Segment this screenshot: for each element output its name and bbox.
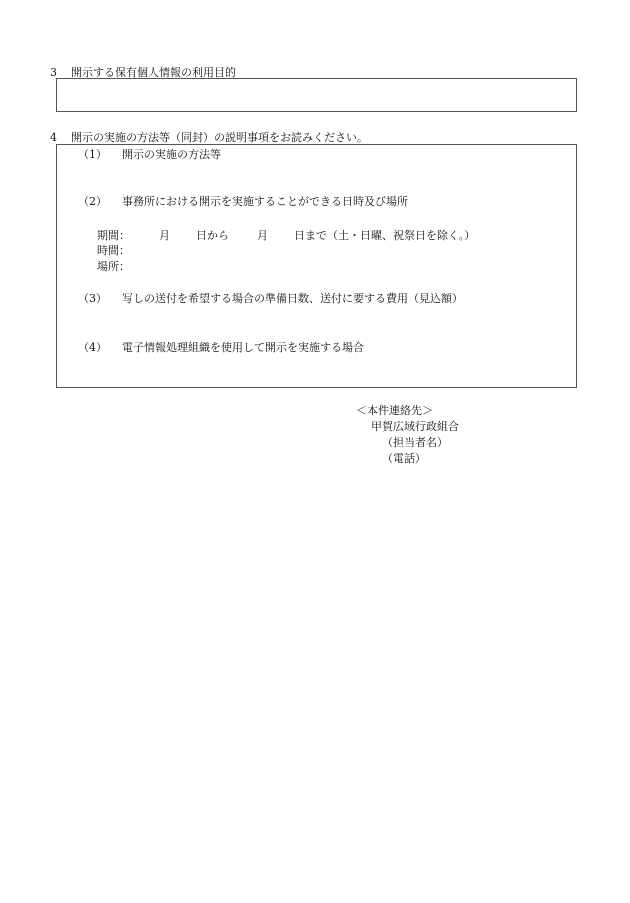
contact-heading: ＜本件連絡先＞ [356,404,433,417]
time-label: 時間： [97,244,130,257]
period-label: 期間： [97,229,130,242]
contact-person: （担当者名） [382,436,448,449]
period-day-from: 日から [196,229,229,242]
item3-number: （3） [78,292,107,305]
item2-label: 事務所における開示を実施することができる日時及び場所 [122,195,408,208]
section3-number: 3 [50,66,57,79]
place-label: 場所： [97,260,130,273]
contact-organization: 甲賀広域行政組合 [371,420,459,433]
item3-label: 写しの送付を希望する場合の準備日数、送付に要する費用（見込額） [122,292,463,305]
period-month-1: 月 [159,229,170,242]
section3-title: 開示する保有個人情報の利用目的 [71,66,236,79]
item1-label: 開示の実施の方法等 [122,148,221,161]
item1-number: （1） [78,148,107,161]
item4-label: 電子情報処理組織を使用して開示を実施する場合 [122,341,364,354]
item4-number: （4） [78,341,107,354]
section4-number: 4 [50,131,57,144]
section3-purpose-box [56,78,577,112]
item2-number: （2） [78,195,107,208]
period-month-2: 月 [257,229,268,242]
contact-phone: （電話） [382,452,426,465]
period-day-to: 日まで（土・日曜、祝祭日を除く。） [294,229,476,242]
section4-title: 開示の実施の方法等（同封）の説明事項をお読みください。 [71,131,368,144]
